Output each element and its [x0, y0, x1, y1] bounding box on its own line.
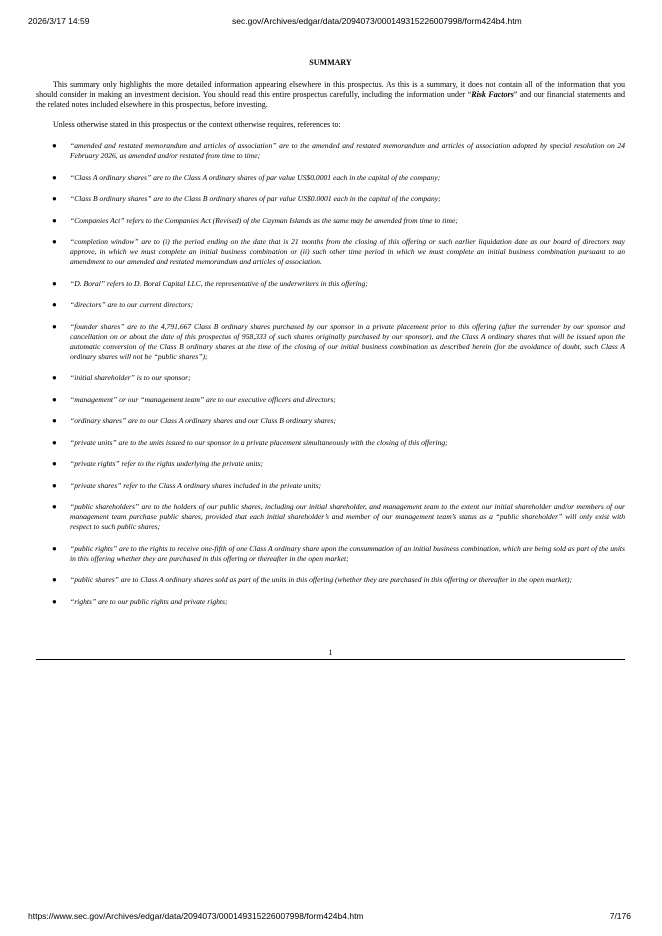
- bullet-icon: ●: [52, 575, 57, 584]
- definition-item: [36, 237, 625, 267]
- bullet-icon: ●: [52, 373, 57, 382]
- definition-text: “initial shareholder” is to our sponsor;: [70, 373, 191, 382]
- definition-item: [36, 300, 625, 310]
- definition-item: [36, 502, 625, 532]
- footer-url: https://www.sec.gov/Archives/edgar/data/2094073/000149315226007998/form424b4.htm: [28, 911, 364, 921]
- bullet-icon: ●: [52, 459, 57, 468]
- print-url: sec.gov/Archives/edgar/data/2094073/000149315226007998/form424b4.htm: [232, 16, 522, 26]
- definition-text: “rights” are to our public rights and private rights;: [70, 596, 228, 606]
- definition-item: [36, 416, 625, 426]
- definition-text: “Class A ordinary shares” are to the Class A ordinary shares of par value US$0.0001 each in the capital of the company;: [70, 172, 441, 182]
- print-header: [0, 16, 662, 28]
- bullet-icon: ●: [52, 300, 57, 309]
- bullet-icon: ●: [52, 215, 57, 225]
- print-datetime: 2026/3/17 14:59: [28, 16, 90, 26]
- section-title: SUMMARY: [309, 58, 352, 67]
- bullet-icon: ●: [52, 237, 57, 246]
- bullet-icon: ●: [52, 141, 57, 150]
- bullet-icon: ●: [52, 437, 57, 447]
- definition-item: [36, 141, 625, 161]
- definition-item: [36, 322, 625, 362]
- definition-item: [36, 597, 625, 607]
- intro-text-2: ” and our financial statements and the related notes included elsewhere in this prospectus, before investing.: [36, 90, 626, 109]
- definition-text: “public rights” are to the rights to receive one-fifth of one Class A ordinary share upon the consummation of an initial business combination, which are being sold as part of the units in this offering whether they are purchased in this offering or thereafter in the open market;: [70, 543, 625, 563]
- print-footer: [0, 911, 662, 923]
- risk-factors-reference: Risk Factors: [471, 90, 514, 99]
- intro-text-1: This summary only highlights the more detailed information appearing elsewhere in this prospectus. As this is a summary, it does not contain all of the information that you should consider in making an investment decision. You should read this entire prospectus carefully, including the information under “: [36, 80, 625, 99]
- definition-item: [36, 459, 625, 469]
- definition-text: “management” or our “management team” are to our executive officers and directors;: [70, 394, 336, 404]
- bullet-icon: ●: [52, 543, 57, 553]
- bullet-icon: ●: [52, 172, 57, 182]
- definition-item: [36, 279, 625, 289]
- definition-text: “Class B ordinary shares” are to the Class B ordinary shares of par value US$0.0001 each in the capital of the company;: [70, 194, 441, 203]
- definition-item: [36, 395, 625, 405]
- footer-page-count: 7/176: [609, 911, 631, 921]
- definition-item: [36, 173, 625, 183]
- definitions-list: [36, 141, 625, 607]
- definition-text: “private units” are to the units issued to our sponsor in a private placement simultaneously with the closing of this offering;: [70, 437, 448, 447]
- definition-item: [36, 438, 625, 448]
- page-divider: [36, 659, 625, 660]
- page-number: 1: [328, 648, 333, 657]
- bullet-icon: ●: [52, 194, 57, 203]
- definition-text: “amended and restated memorandum and articles of association” are to the amended and restated memorandum and articles of association adopted by special resolution on 24 February 2026, as amended and/or restated from time to time;: [70, 141, 625, 160]
- definition-text: “completion window” are to (i) the period ending on the date that is 21 months from the closing of this offering or such earlier liquidation date as our board of directors may approve, in which we must complete an initial business combination or (ii) such other time period in which we must complete an initial business combination pursuant to an amendment to our amended and restated memorandum and articles of association.: [70, 237, 625, 266]
- bullet-icon: ●: [52, 416, 57, 425]
- definition-text: “founder shares” are to the 4,791,667 Class B ordinary shares purchased by our sponsor in a private placement prior to this offering (after the surrender by our sponsor and cancellation on or about the date of this prospectus of 958,333 of such shares originally purchased by our sponsor), and the Class A ordinary shares that will be issued upon the automatic conversion of the Class B ordinary shares at the time of the closing of our initial business combination as described herein (for the avoidance of doubt, such Class A ordinary shares will not be “public shares”);: [70, 321, 625, 361]
- document-page: [36, 58, 626, 657]
- intro-paragraph: [36, 80, 625, 110]
- definition-item: [36, 575, 625, 585]
- bullet-icon: ●: [52, 502, 57, 511]
- references-intro: Unless otherwise stated in this prospectus or the context otherwise requires, references to:: [53, 120, 341, 129]
- definition-item: [36, 194, 625, 204]
- definition-text: “private shares” refer to the Class A ordinary shares included in the private units;: [70, 480, 322, 490]
- definition-item: [36, 216, 625, 226]
- bullet-icon: ●: [52, 596, 57, 606]
- bullet-icon: ●: [52, 480, 57, 490]
- definition-item: [36, 373, 625, 383]
- definition-item: [36, 481, 625, 491]
- definition-text: “D. Boral” refers to D. Boral Capital LLC, the representative of the underwriters in this offering;: [70, 278, 368, 288]
- definition-text: “directors” are to our current directors;: [70, 300, 194, 309]
- definition-text: “private rights” refer to the rights underlying the private units;: [70, 459, 264, 468]
- definition-text: “public shareholders” are to the holders of our public shares, including our initial shareholder, and management team to the extent our initial shareholder and/or members of our management team purchase public shares, provided that each initial shareholder’s and member of our management team’s status as a “public shareholder” will only exist with respect to such public shares;: [70, 502, 625, 531]
- definition-text: “public shares” are to Class A ordinary shares sold as part of the units in this offering (whether they are purchased in this offering or thereafter in the open market);: [70, 575, 573, 584]
- definition-text: “ordinary shares” are to our Class A ordinary shares and our Class B ordinary shares;: [70, 416, 337, 425]
- definition-text: “Companies Act” refers to the Companies Act (Revised) of the Cayman Islands as the same may be amended from time to time;: [70, 215, 458, 225]
- definition-item: [36, 544, 625, 564]
- bullet-icon: ●: [52, 278, 57, 288]
- bullet-icon: ●: [52, 321, 57, 331]
- bullet-icon: ●: [52, 394, 57, 404]
